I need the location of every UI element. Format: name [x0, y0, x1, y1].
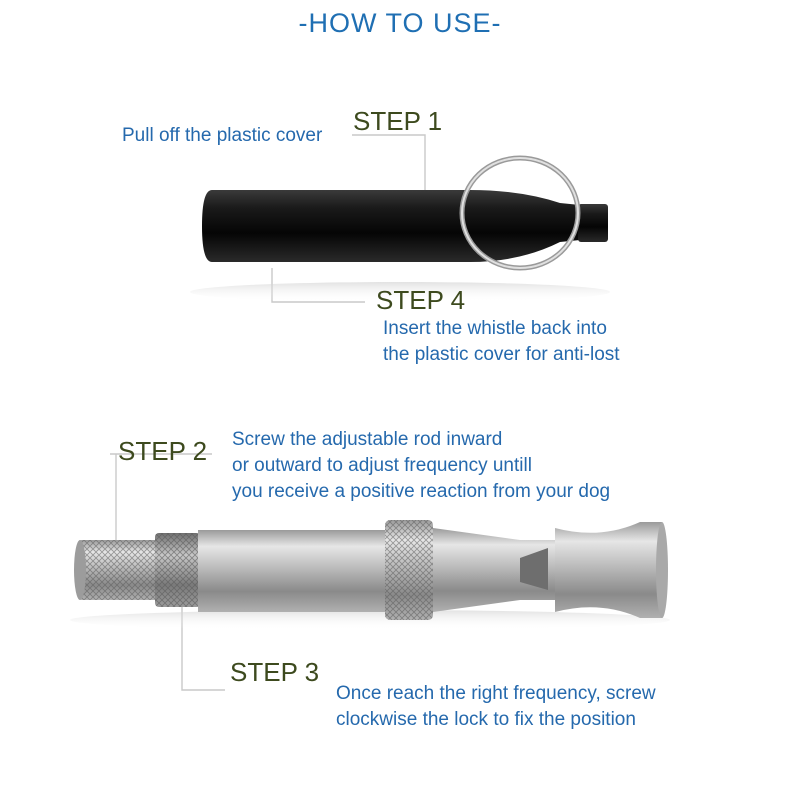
- step-4-line: the plastic cover for anti-lost: [383, 344, 620, 365]
- step-3-line: Once reach the right frequency, screw: [336, 683, 656, 704]
- step-3-description: [336, 681, 656, 733]
- step-2-line: Screw the adjustable rod inward: [232, 429, 503, 450]
- step-1-label: STEP 1: [353, 106, 443, 136]
- step-3-label: STEP 3: [230, 657, 320, 687]
- step-1-description: Pull off the plastic cover: [122, 125, 323, 146]
- step-4-description: [383, 316, 620, 368]
- silver-whistle: [70, 520, 670, 630]
- step-2-line: you receive a positive reaction from your dog: [232, 481, 611, 502]
- step-3-line: clockwise the lock to fix the position: [336, 709, 636, 730]
- step-4-label: STEP 4: [376, 285, 466, 315]
- step-2-label: STEP 2: [118, 436, 208, 466]
- black-whistle-cover: [190, 158, 610, 302]
- step-2-description: [232, 427, 610, 505]
- page-title: -HOW TO USE-: [298, 8, 502, 38]
- step-4-line: Insert the whistle back into: [383, 318, 607, 339]
- step-2-line: or outward to adjust frequency untill: [232, 455, 532, 476]
